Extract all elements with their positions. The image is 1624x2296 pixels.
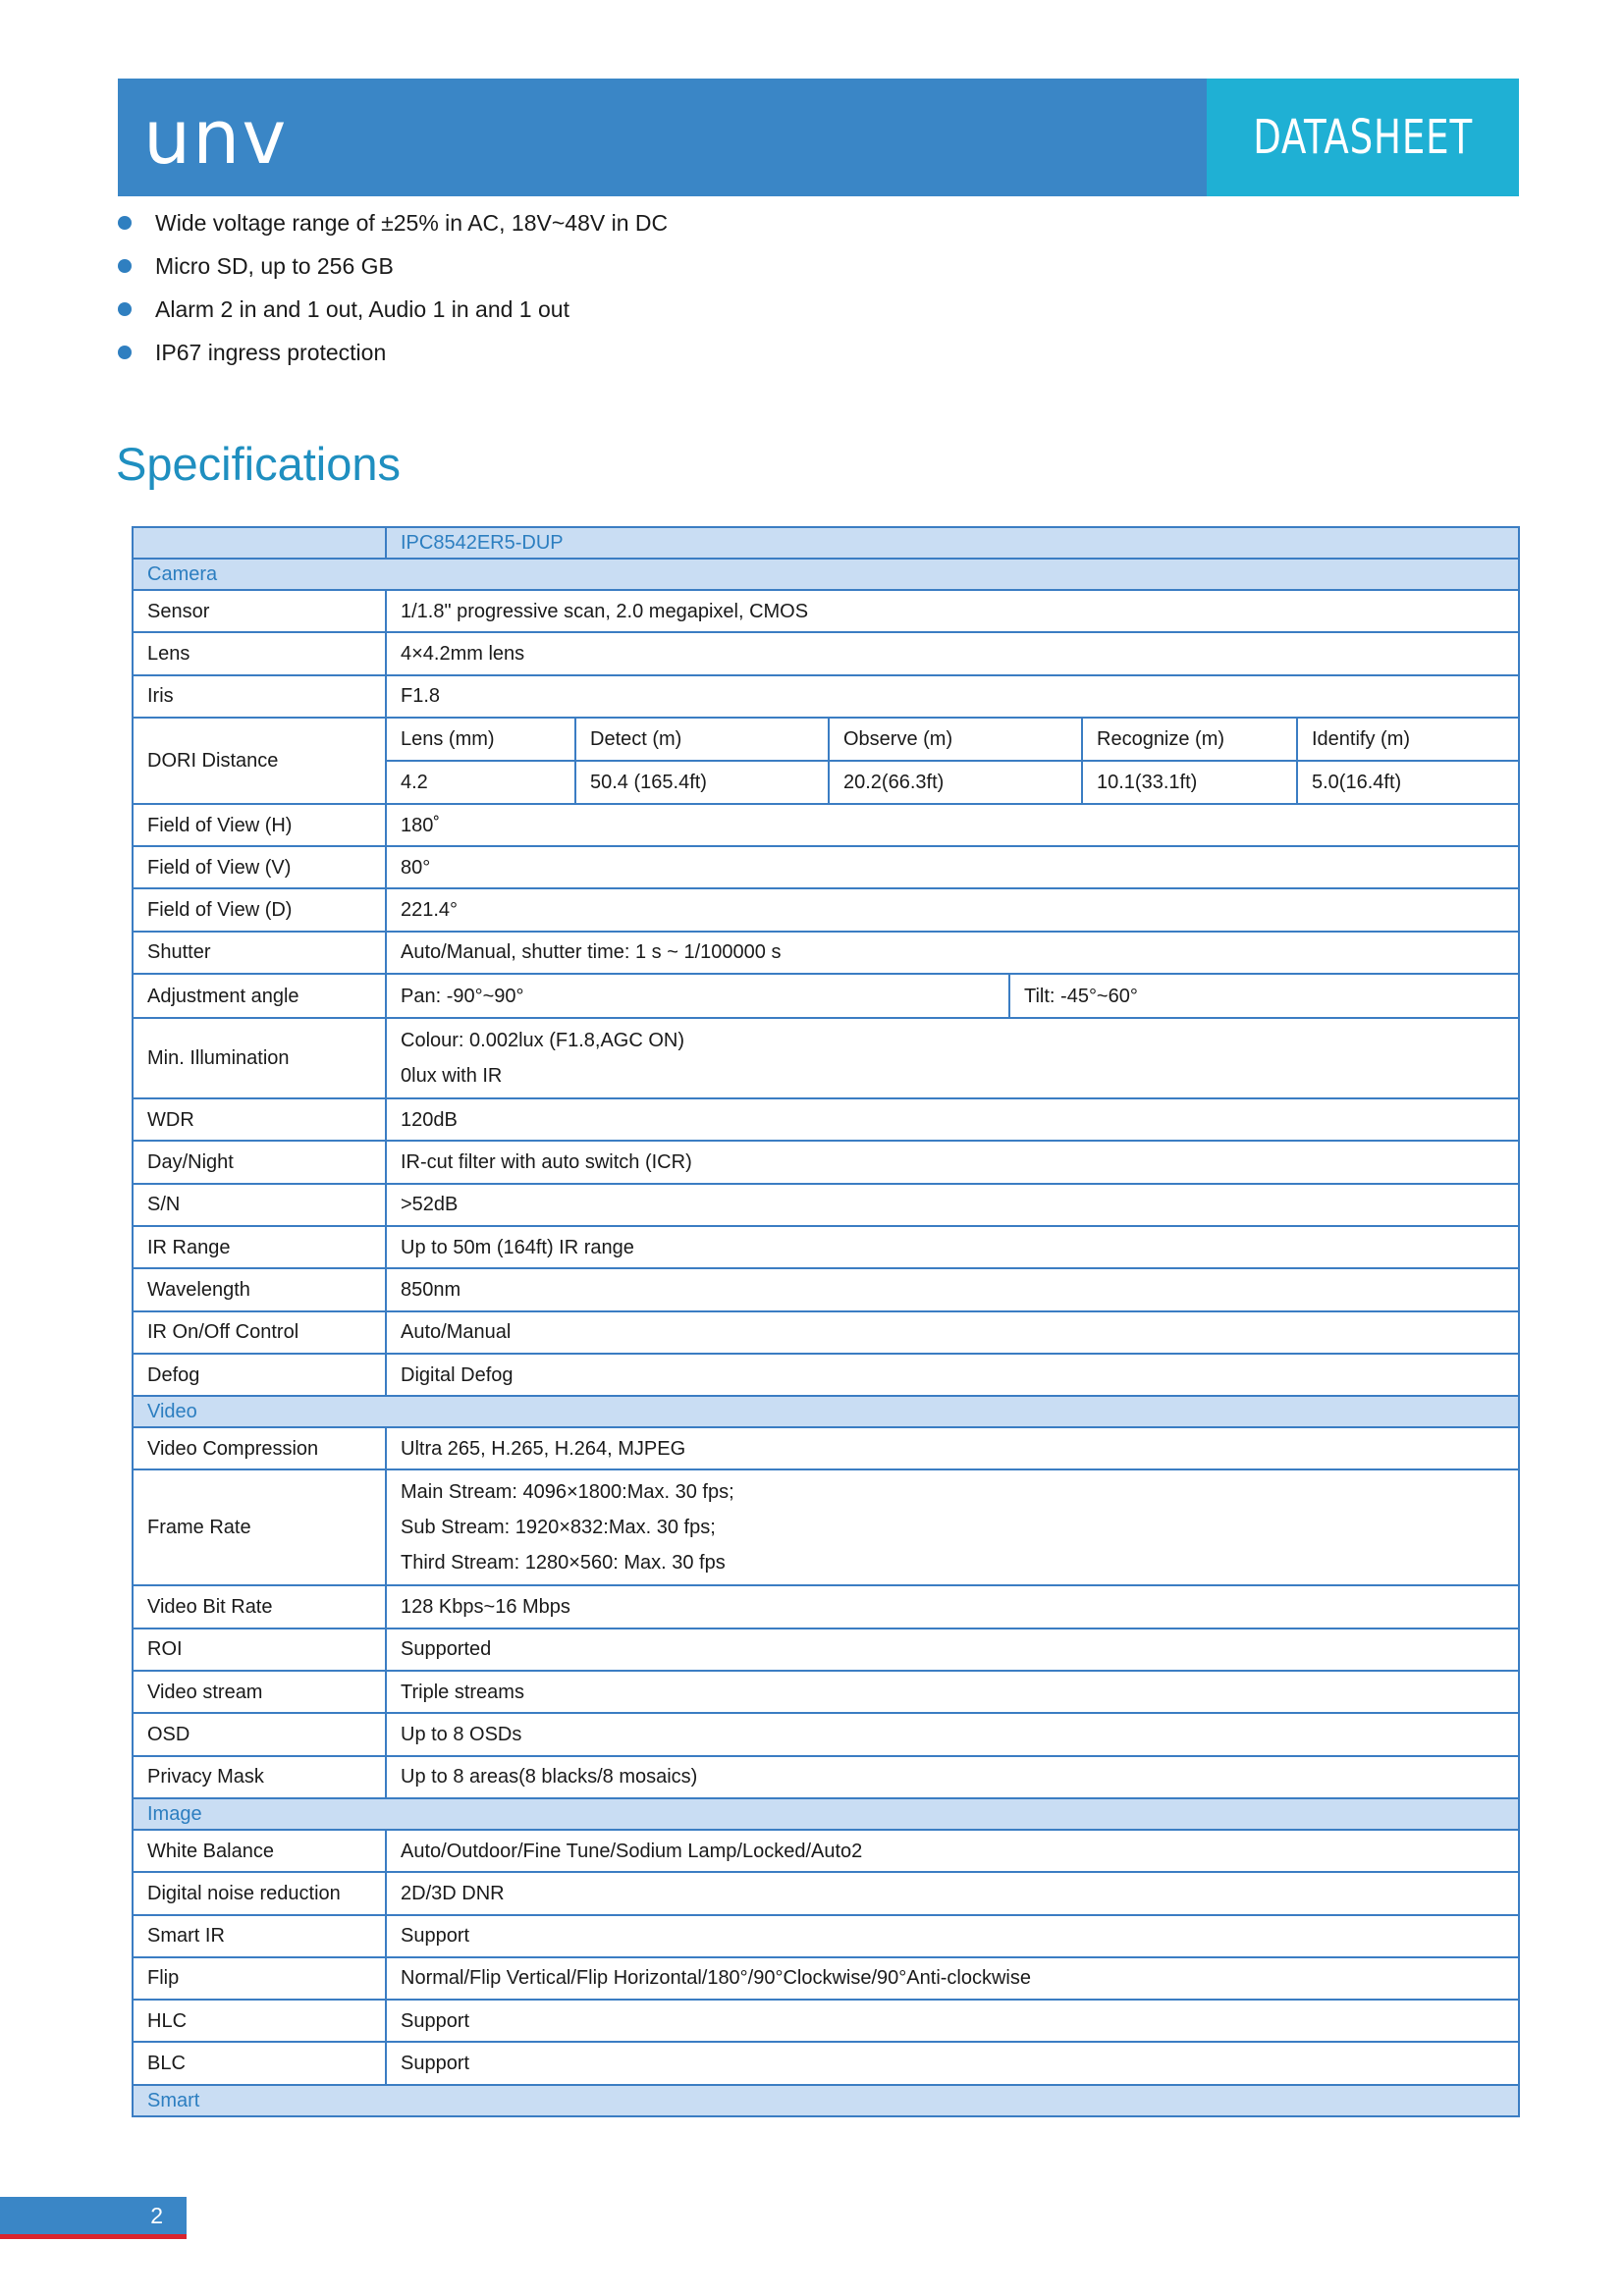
bullet-icon (118, 302, 132, 316)
row-label: Day/Night (133, 1141, 386, 1183)
row-label: Sensor (133, 590, 386, 632)
table-row (133, 932, 1519, 974)
tilt-value: Tilt: -45°~60° (1009, 975, 1518, 1017)
table-row (133, 1098, 1519, 1141)
table-row (133, 590, 1519, 632)
dori-value: 10.1(33.1ft) (1082, 761, 1297, 803)
row-value: F1.8 (386, 675, 1519, 718)
row-label: Flip (133, 1957, 386, 2000)
feature-text: Micro SD, up to 256 GB (155, 252, 394, 279)
row-label: Min. Illumination (133, 1018, 386, 1098)
section-title: Specifications (116, 438, 401, 490)
spec-table (132, 526, 1520, 2117)
table-row (133, 2000, 1519, 2042)
dori-header: Lens (mm) (401, 727, 495, 750)
table-row (133, 2042, 1519, 2084)
row-value: 2D/3D DNR (386, 1872, 1519, 1914)
section-row-camera (133, 559, 1519, 590)
row-value: Support (386, 2000, 1519, 2042)
table-row (133, 1311, 1519, 1354)
header-empty-cell (133, 527, 386, 559)
row-value: Support (386, 1915, 1519, 1957)
adjustment-subtable (387, 975, 1518, 1017)
table-row (133, 1671, 1519, 1713)
row-label: Shutter (133, 932, 386, 974)
dori-header: Identify (m) (1297, 719, 1518, 761)
value-line: 0lux with IR (401, 1065, 503, 1088)
row-label: Video stream (133, 1671, 386, 1713)
row-value: 128 Kbps~16 Mbps (386, 1585, 1519, 1628)
feature-text: Wide voltage range of ±25% in AC, 18V~48V in DC (155, 209, 669, 236)
row-label: ROI (133, 1629, 386, 1671)
bullet-icon (118, 259, 132, 273)
feature-item (118, 288, 1001, 331)
feature-item (118, 201, 1001, 244)
table-row (133, 888, 1519, 931)
row-label: White Balance (133, 1830, 386, 1872)
page-number-bar (0, 2197, 187, 2234)
table-row (133, 632, 1519, 674)
section-row-image (133, 1798, 1519, 1830)
value-line: Main Stream: 4096×1800:Max. 30 fps; (401, 1481, 734, 1504)
row-value: Auto/Manual, shutter time: 1 s ~ 1/100000 s (386, 932, 1519, 974)
feature-text: IP67 ingress protection (155, 339, 387, 365)
section-label: Video (133, 1396, 1519, 1427)
page-number: 2 (150, 2203, 163, 2228)
table-row (133, 846, 1519, 888)
row-label: Adjustment angle (133, 974, 386, 1018)
dori-value: 20.2(66.3ft) (829, 761, 1082, 803)
datasheet-badge (1207, 79, 1519, 196)
row-label: DORI Distance (133, 718, 386, 804)
section-label: Camera (133, 559, 1519, 590)
dori-header: Observe (m) (829, 719, 1082, 761)
row-label: Lens (133, 632, 386, 674)
table-row (133, 1018, 1519, 1098)
table-row (133, 1226, 1519, 1268)
row-value: Supported (386, 1629, 1519, 1671)
row-value: Up to 50m (164ft) IR range (386, 1226, 1519, 1268)
section-label: Smart (133, 2085, 1519, 2116)
bullet-icon (118, 346, 132, 359)
row-label: IR Range (133, 1226, 386, 1268)
table-row (133, 1354, 1519, 1396)
value-line: Colour: 0.002lux (F1.8,AGC ON) (401, 1030, 684, 1052)
row-label: Field of View (D) (133, 888, 386, 931)
table-row (133, 1141, 1519, 1183)
row-label: Smart IR (133, 1915, 386, 1957)
dori-header: Detect (m) (575, 719, 829, 761)
row-value: 1/1.8" progressive scan, 2.0 megapixel, CMOS (386, 590, 1519, 632)
table-row-dori (133, 718, 1519, 804)
bullet-icon (118, 216, 132, 230)
section-label: Image (133, 1798, 1519, 1830)
table-row (133, 1830, 1519, 1872)
table-row (133, 1184, 1519, 1226)
feature-text: Alarm 2 in and 1 out, Audio 1 in and 1 out (155, 295, 569, 322)
table-row (133, 1629, 1519, 1671)
row-value: 4×4.2mm lens (386, 632, 1519, 674)
header-banner (118, 79, 1519, 196)
table-row-adjustment (133, 974, 1519, 1018)
dori-header: Recognize (m) (1082, 719, 1297, 761)
feature-list (118, 201, 1001, 374)
dori-value: 4.2 (387, 761, 575, 803)
page-accent-line (0, 2234, 187, 2239)
table-row (133, 1872, 1519, 1914)
feature-item (118, 244, 1001, 288)
row-value: Auto/Outdoor/Fine Tune/Sodium Lamp/Locked/Auto2 (386, 1830, 1519, 1872)
model-name: IPC8542ER5-DUP (386, 527, 1519, 559)
adjustment-cell (386, 974, 1519, 1018)
row-label: WDR (133, 1098, 386, 1141)
row-label: OSD (133, 1713, 386, 1755)
row-value: Triple streams (386, 1671, 1519, 1713)
row-value: IR-cut filter with auto switch (ICR) (386, 1141, 1519, 1183)
feature-item (118, 331, 1001, 374)
row-value: Normal/Flip Vertical/Flip Horizontal/180°/90°Clockwise/90°Anti-clockwise (386, 1957, 1519, 2000)
row-value: 120dB (386, 1098, 1519, 1141)
table-row (133, 804, 1519, 846)
dori-subtable (387, 719, 1518, 803)
row-label: Defog (133, 1354, 386, 1396)
row-value: 221.4° (386, 888, 1519, 931)
row-value (386, 1018, 1519, 1098)
row-value: 180˚ (386, 804, 1519, 846)
table-row (133, 1915, 1519, 1957)
datasheet-label: DATASHEET (1253, 110, 1473, 165)
row-label: HLC (133, 2000, 386, 2042)
table-row (133, 1469, 1519, 1585)
dori-value: 50.4 (165.4ft) (575, 761, 829, 803)
brand-logo: unv (143, 93, 289, 181)
row-value: Up to 8 OSDs (386, 1713, 1519, 1755)
pan-value: Pan: -90°~90° (401, 985, 524, 1007)
row-value: >52dB (386, 1184, 1519, 1226)
dori-cell (386, 718, 1519, 804)
row-value: Digital Defog (386, 1354, 1519, 1396)
row-label: S/N (133, 1184, 386, 1226)
row-label: Video Compression (133, 1427, 386, 1469)
table-row (133, 1713, 1519, 1755)
row-label: Wavelength (133, 1268, 386, 1310)
row-value: 850nm (386, 1268, 1519, 1310)
section-row-smart (133, 2085, 1519, 2116)
table-row (133, 1756, 1519, 1798)
row-label: Iris (133, 675, 386, 718)
table-row (133, 675, 1519, 718)
value-line: Third Stream: 1280×560: Max. 30 fps (401, 1552, 726, 1575)
row-value: Support (386, 2042, 1519, 2084)
row-label: Video Bit Rate (133, 1585, 386, 1628)
table-row (133, 1268, 1519, 1310)
dori-value: 5.0(16.4ft) (1297, 761, 1518, 803)
table-row (133, 1585, 1519, 1628)
row-label: Frame Rate (133, 1469, 386, 1585)
row-value: Ultra 265, H.265, H.264, MJPEG (386, 1427, 1519, 1469)
row-value (386, 1469, 1519, 1585)
table-row (133, 1427, 1519, 1469)
table-header-row (133, 527, 1519, 559)
row-label: Digital noise reduction (133, 1872, 386, 1914)
row-label: Privacy Mask (133, 1756, 386, 1798)
section-row-video (133, 1396, 1519, 1427)
row-label: Field of View (V) (133, 846, 386, 888)
row-value: Up to 8 areas(8 blacks/8 mosaics) (386, 1756, 1519, 1798)
value-line: Sub Stream: 1920×832:Max. 30 fps; (401, 1517, 716, 1539)
row-label: Field of View (H) (133, 804, 386, 846)
row-label: IR On/Off Control (133, 1311, 386, 1354)
row-label: BLC (133, 2042, 386, 2084)
table-row (133, 1957, 1519, 2000)
row-value: Auto/Manual (386, 1311, 1519, 1354)
row-value: 80° (386, 846, 1519, 888)
